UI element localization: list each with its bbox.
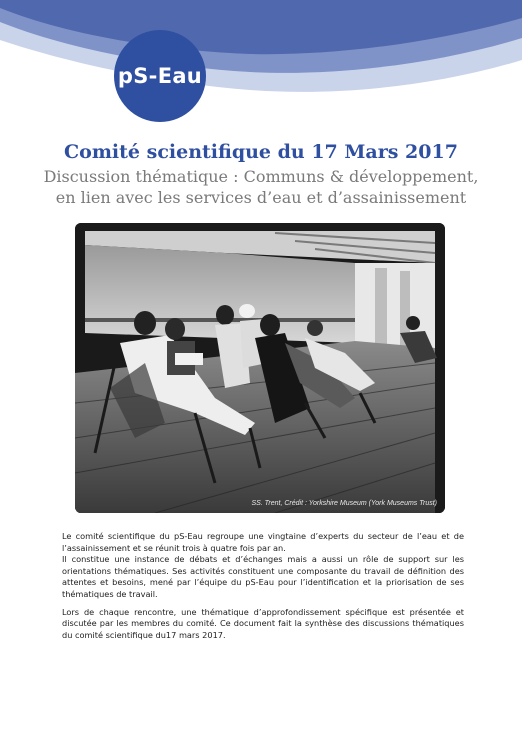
paragraph-1-line-1: Le comité scientifique du pS-Eau regroupe une vingtaine d’experts du secteur de l’eau et de l’assainissement et se réunit trois à quatre fois par an.	[62, 531, 464, 553]
photo-credit: SS. Trent, Crédit : Yorkshire Museum (York Museums Trust)	[251, 500, 437, 507]
deck-photo-illustration	[75, 223, 445, 513]
paragraph-intro	[62, 531, 464, 601]
body-text	[62, 531, 464, 647]
subtitle-line-1: Discussion thématique : Communs & développement,	[43, 167, 479, 186]
ps-eau-logo	[114, 30, 206, 122]
subtitle-line-2: en lien avec les services d’eau et d’assainissement	[55, 188, 467, 207]
paragraph-2-line-1: Lors de chaque rencontre, une thématique d’approfondissement spécifique est présentée et discutée par les membres du comité. Ce document fait la synthèse des discussions thématiques du comité scientifique du17 mars 2017.	[62, 606, 464, 640]
paragraph-meeting	[62, 607, 464, 642]
header-wave-decoration	[0, 0, 522, 100]
title-block	[0, 140, 522, 208]
paragraph-1-line-2: Il constitue une instance de débats et d’échanges mais a aussi un rôle de support sur les orientations thématiques. Ses activités constituent une composante du travail de définition des attentes et besoins, mené par l’équipe du pS-Eau pour l’identification et la priorisation de ses thématiques de travail.	[62, 554, 464, 599]
document-subtitle	[0, 166, 522, 208]
document-title: Comité scientifique du 17 Mars 2017	[64, 141, 458, 163]
historic-deck-photo	[75, 223, 445, 513]
logo-text: pS-Eau	[117, 64, 203, 88]
